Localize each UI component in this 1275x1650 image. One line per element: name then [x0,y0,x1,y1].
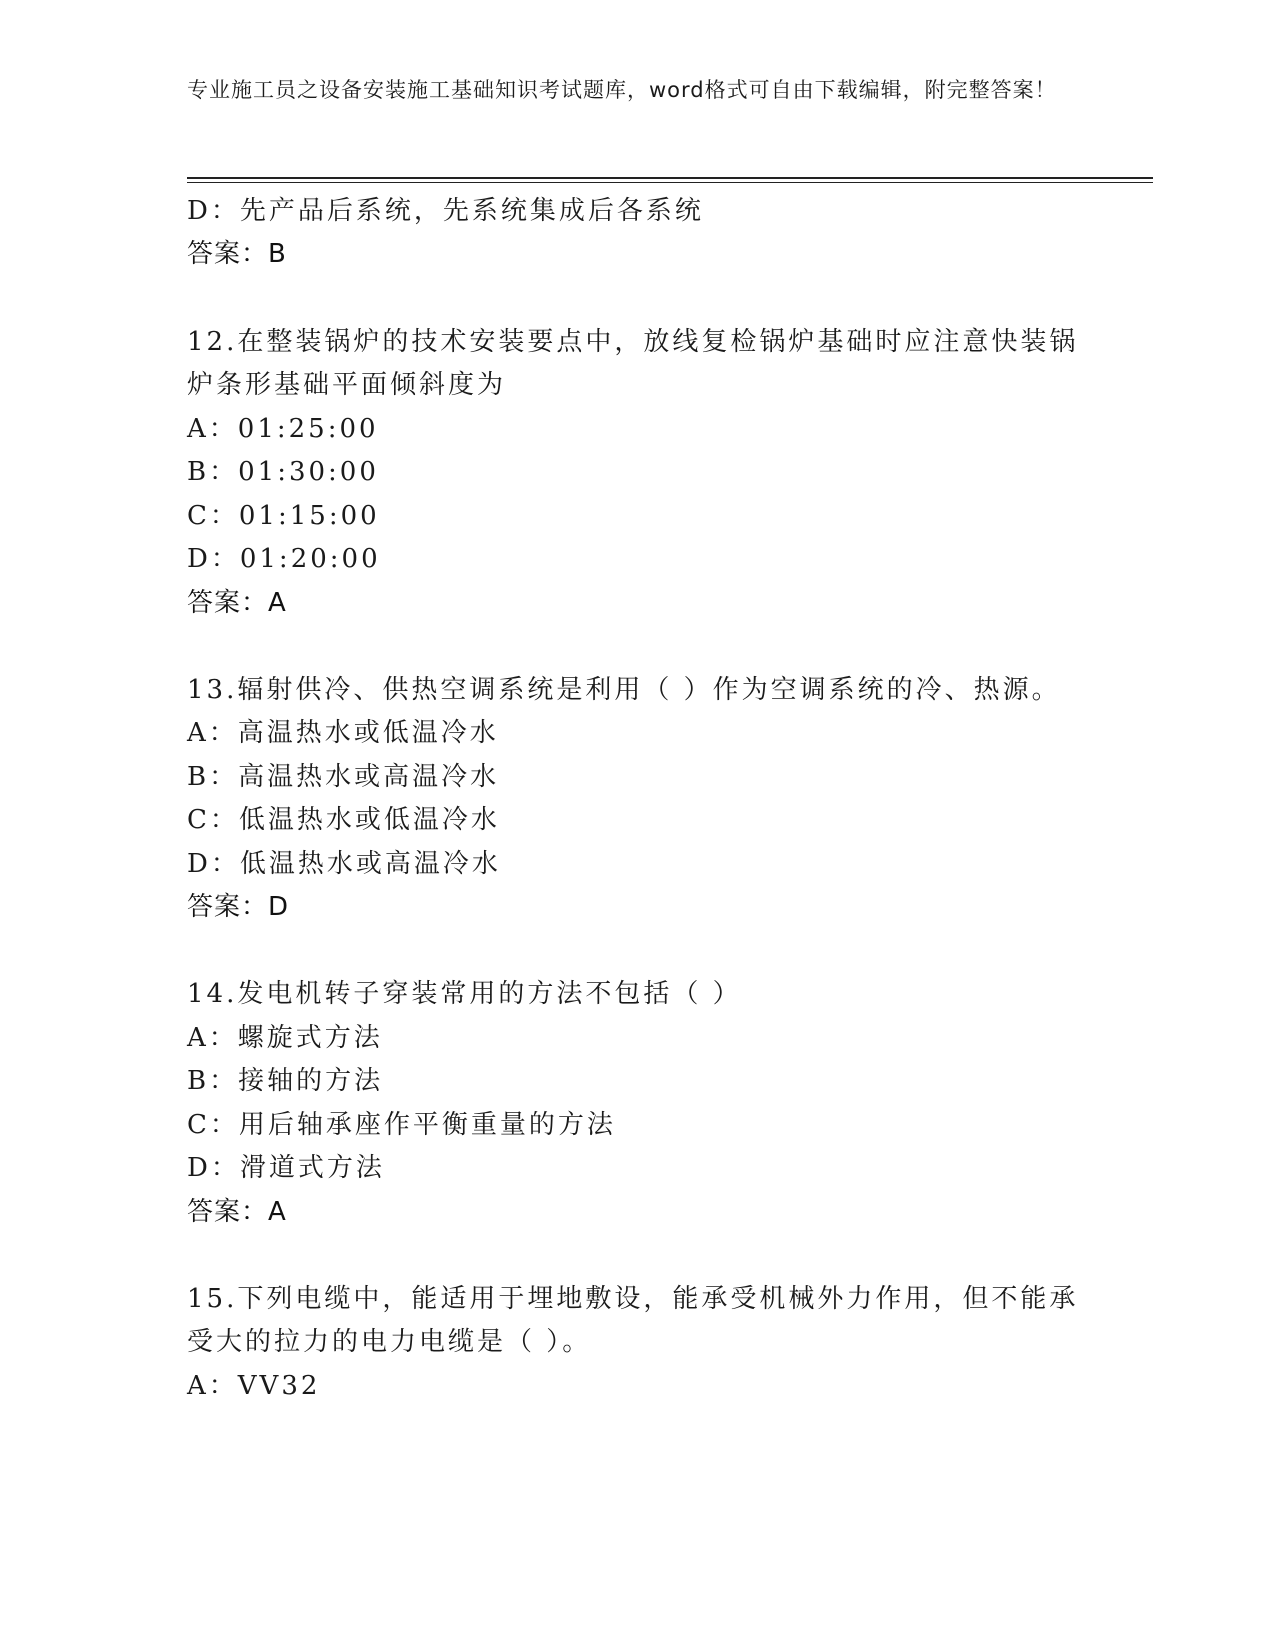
question-12-option-a: A：01:25:00 [187,414,379,444]
question-13-option-b: B：高温热水或高温冷水 [187,762,500,792]
question-13-option-d: D：低温热水或高温冷水 [187,849,501,879]
question-15-option-a: A：VV32 [187,1371,321,1401]
question-12-option-c: C：01:15:00 [187,501,380,531]
document-header: 专业施工员之设备安装施工基础知识考试题库，word格式可自由下载编辑，附完整答案！ [187,78,1057,102]
question-15-stem-cont: 受大的拉力的电力电缆是（ ）。 [187,1327,592,1357]
question-13-option-a: A：高温热水或低温冷水 [187,718,499,748]
question-12-stem: 12.在整装锅炉的技术安装要点中，放线复检锅炉基础时应注意快装锅 [187,327,1079,357]
question-13-answer: 答案：D [187,892,290,922]
question-12-option-b: B：01:30:00 [187,457,379,487]
answer-line: 答案：B [187,239,287,269]
question-14-stem: 14.发电机转子穿装常用的方法不包括（ ） [187,979,742,1009]
question-14-option-a: A：螺旋式方法 [187,1023,383,1053]
question-13-stem: 13.辐射供冷、供热空调系统是利用（ ）作为空调系统的冷、热源。 [187,675,1061,705]
question-14-answer: 答案：A [187,1197,287,1227]
question-14-option-c: C：用后轴承座作平衡重量的方法 [187,1110,616,1140]
question-12-option-d: D：01:20:00 [187,544,381,574]
question-15-stem: 15.下列电缆中，能适用于埋地敷设，能承受机械外力作用，但不能承 [187,1284,1079,1314]
header-divider-thin [187,182,1153,183]
question-12-stem-cont: 炉条形基础平面倾斜度为 [187,370,507,400]
question-14-option-d: D：滑道式方法 [187,1153,385,1183]
question-12-answer: 答案：A [187,588,287,618]
question-13-option-c: C：低温热水或低温冷水 [187,805,500,835]
option-d: D：先产品后系统，先系统集成后各系统 [187,196,704,226]
header-divider-thick [187,177,1153,179]
question-14-option-b: B：接轴的方法 [187,1066,384,1096]
